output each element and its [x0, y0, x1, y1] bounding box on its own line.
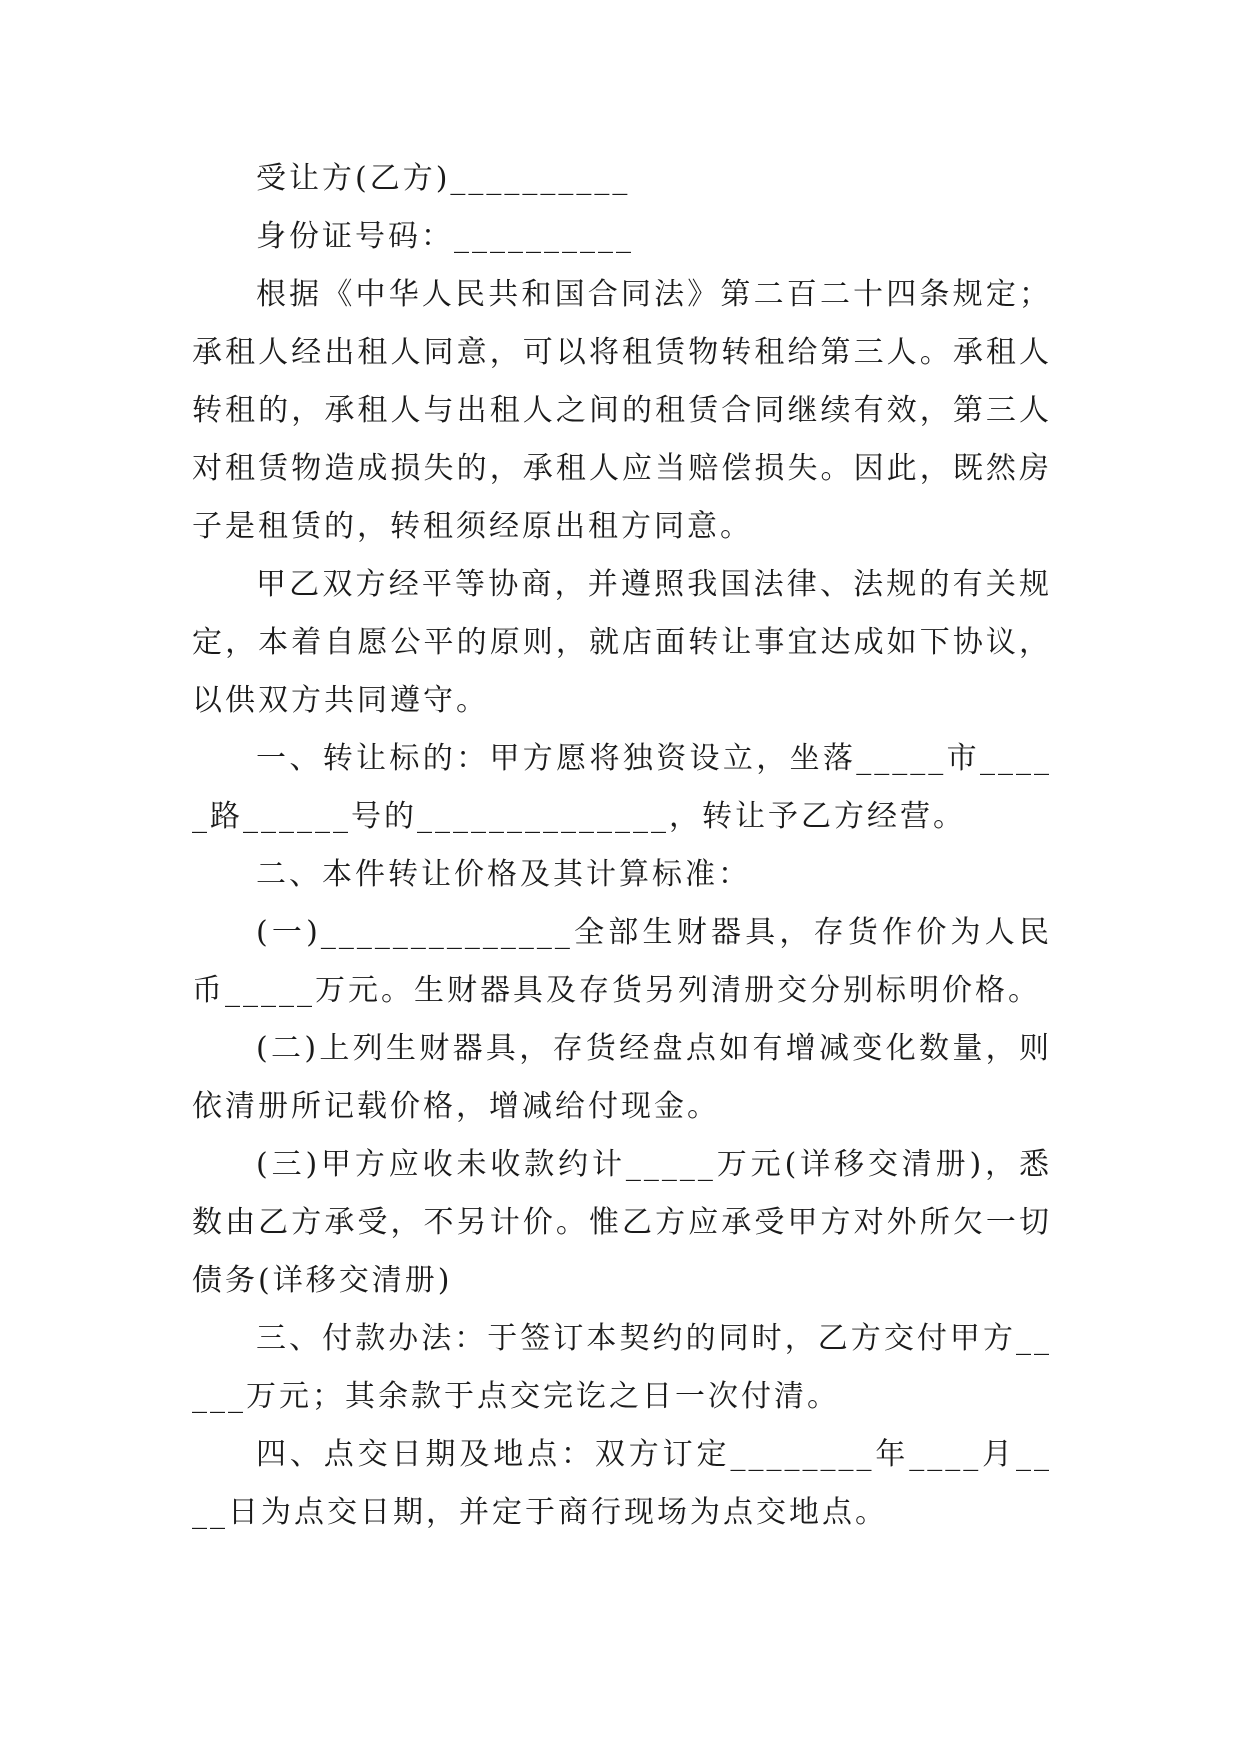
clause-2-heading: 二、本件转让价格及其计算标准： [256, 857, 751, 892]
agreement-intro-paragraph: 甲乙双方经平等协商，并遵照我国法律、法规的有关规定，本着自愿公平的原则，就店面转让事宜达成如下协议，以供双方共同遵守。 [192, 567, 1052, 718]
clause-2-item-1: (一)______________全部生财器具，存货作价为人民币_____万元。生财器具及存货另列清册交分别标明价格。 [192, 915, 1052, 1008]
clause-2-item-3: (三)甲方应收未收款约计_____万元(详移交清册)，悉数由乙方承受，不另计价。惟乙方应承受甲方对外所欠一切债务(详移交清册) [192, 1147, 1052, 1298]
clause-3-payment: 三、付款办法：于签订本契约的同时，乙方交付甲方_____万元；其余款于点交完讫之日一次付清。 [192, 1321, 1052, 1414]
id-number-line: 身份证号码：__________ [256, 219, 634, 254]
clause-1-subject: 一、转让标的：甲方愿将独资设立，坐落_____市_____路______号的______________，转让予乙方经营。 [192, 741, 1052, 834]
clause-2-item-2: (二)上列生财器具，存货经盘点如有增减变化数量，则依清册所记载价格，增减给付现金。 [192, 1031, 1052, 1124]
legal-basis-paragraph: 根据《中华人民共和国合同法》第二百二十四条规定；承租人经出租人同意，可以将租赁物转租给第三人。承租人转租的，承租人与出租人之间的租赁合同继续有效，第三人对租赁物造成损失的，承租人应当赔偿损失。因此，既然房子是租赁的，转租须经原出租方同意。 [192, 277, 1052, 544]
clause-4-handover: 四、点交日期及地点：双方订定________年____月____日为点交日期，并定于商行现场为点交地点。 [192, 1437, 1052, 1530]
transferee-line: 受让方(乙方)__________ [256, 161, 631, 196]
document-body [192, 150, 1052, 1542]
